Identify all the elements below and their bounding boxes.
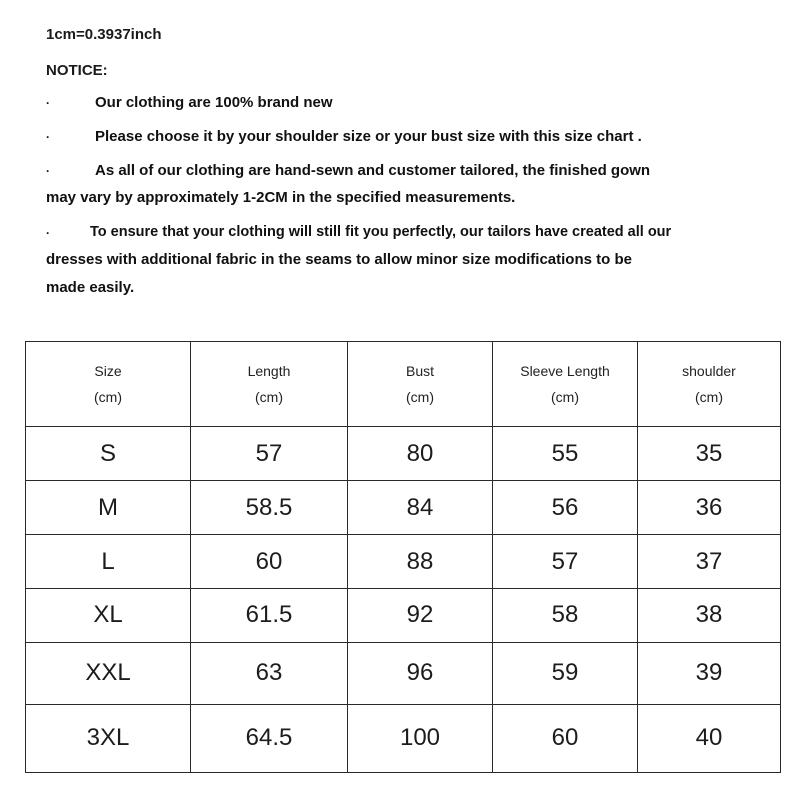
notice-item-2: Please choose it by your shoulder size or your bust size with this size chart .: [95, 128, 642, 145]
sleeve-length-cell: 59: [493, 642, 638, 704]
shoulder-cell: 40: [638, 704, 781, 772]
bullet-dot-icon: ·: [46, 226, 50, 240]
length-cell: 57: [191, 427, 348, 481]
bullet-dot-icon: ·: [46, 130, 50, 144]
sleeve-length-cell: 55: [493, 427, 638, 481]
bust-cell: 92: [348, 589, 493, 643]
sleeve-length-cell: 60: [493, 704, 638, 772]
shoulder-cell: 39: [638, 642, 781, 704]
header-bust: Bust (cm): [348, 342, 493, 427]
size-cell: M: [26, 481, 191, 535]
sleeve-length-cell: 57: [493, 535, 638, 589]
notice-item-4-line-2: dresses with additional fabric in the seams to allow minor size modifications to be: [46, 251, 632, 268]
notice-item-4-line-3: made easily.: [46, 279, 135, 296]
size-cell: S: [26, 427, 191, 481]
notice-heading: NOTICE:: [46, 62, 108, 79]
size-chart-table: [25, 341, 781, 773]
bust-cell: 100: [348, 704, 493, 772]
notice-item-3-line-2: may vary by approximately 1-2CM in the specified measurements.: [46, 189, 516, 206]
bust-cell: 96: [348, 642, 493, 704]
table-row: [26, 427, 781, 481]
shoulder-cell: 38: [638, 589, 781, 643]
conversion-note: 1cm=0.3937inch: [46, 26, 162, 43]
notice-item-4-line-1: To ensure that your clothing will still fit you perfectly, our tailors have created all our: [90, 224, 672, 240]
length-cell: 64.5: [191, 704, 348, 772]
length-cell: 58.5: [191, 481, 348, 535]
shoulder-cell: 36: [638, 481, 781, 535]
bust-cell: 80: [348, 427, 493, 481]
header-size: Size (cm): [26, 342, 191, 427]
notice-item-1: Our clothing are 100% brand new: [95, 94, 333, 111]
shoulder-cell: 37: [638, 535, 781, 589]
table-row: [26, 642, 781, 704]
size-cell: XL: [26, 589, 191, 643]
header-sleeve-length: Sleeve Length (cm): [493, 342, 638, 427]
header-length: Length (cm): [191, 342, 348, 427]
size-cell: 3XL: [26, 704, 191, 772]
bust-cell: 88: [348, 535, 493, 589]
table-header-row: [26, 342, 781, 427]
length-cell: 63: [191, 642, 348, 704]
sleeve-length-cell: 56: [493, 481, 638, 535]
length-cell: 61.5: [191, 589, 348, 643]
length-cell: 60: [191, 535, 348, 589]
sleeve-length-cell: 58: [493, 589, 638, 643]
size-cell: XXL: [26, 642, 191, 704]
table-row: [26, 535, 781, 589]
bullet-dot-icon: ·: [46, 164, 50, 178]
table-row: [26, 589, 781, 643]
notice-item-3-line-1: As all of our clothing are hand-sewn and customer tailored, the finished gown: [95, 162, 651, 179]
table-row: [26, 481, 781, 535]
table-row: [26, 704, 781, 772]
shoulder-cell: 35: [638, 427, 781, 481]
bullet-dot-icon: ·: [46, 96, 50, 110]
size-cell: L: [26, 535, 191, 589]
bust-cell: 84: [348, 481, 493, 535]
header-shoulder: shoulder (cm): [638, 342, 781, 427]
